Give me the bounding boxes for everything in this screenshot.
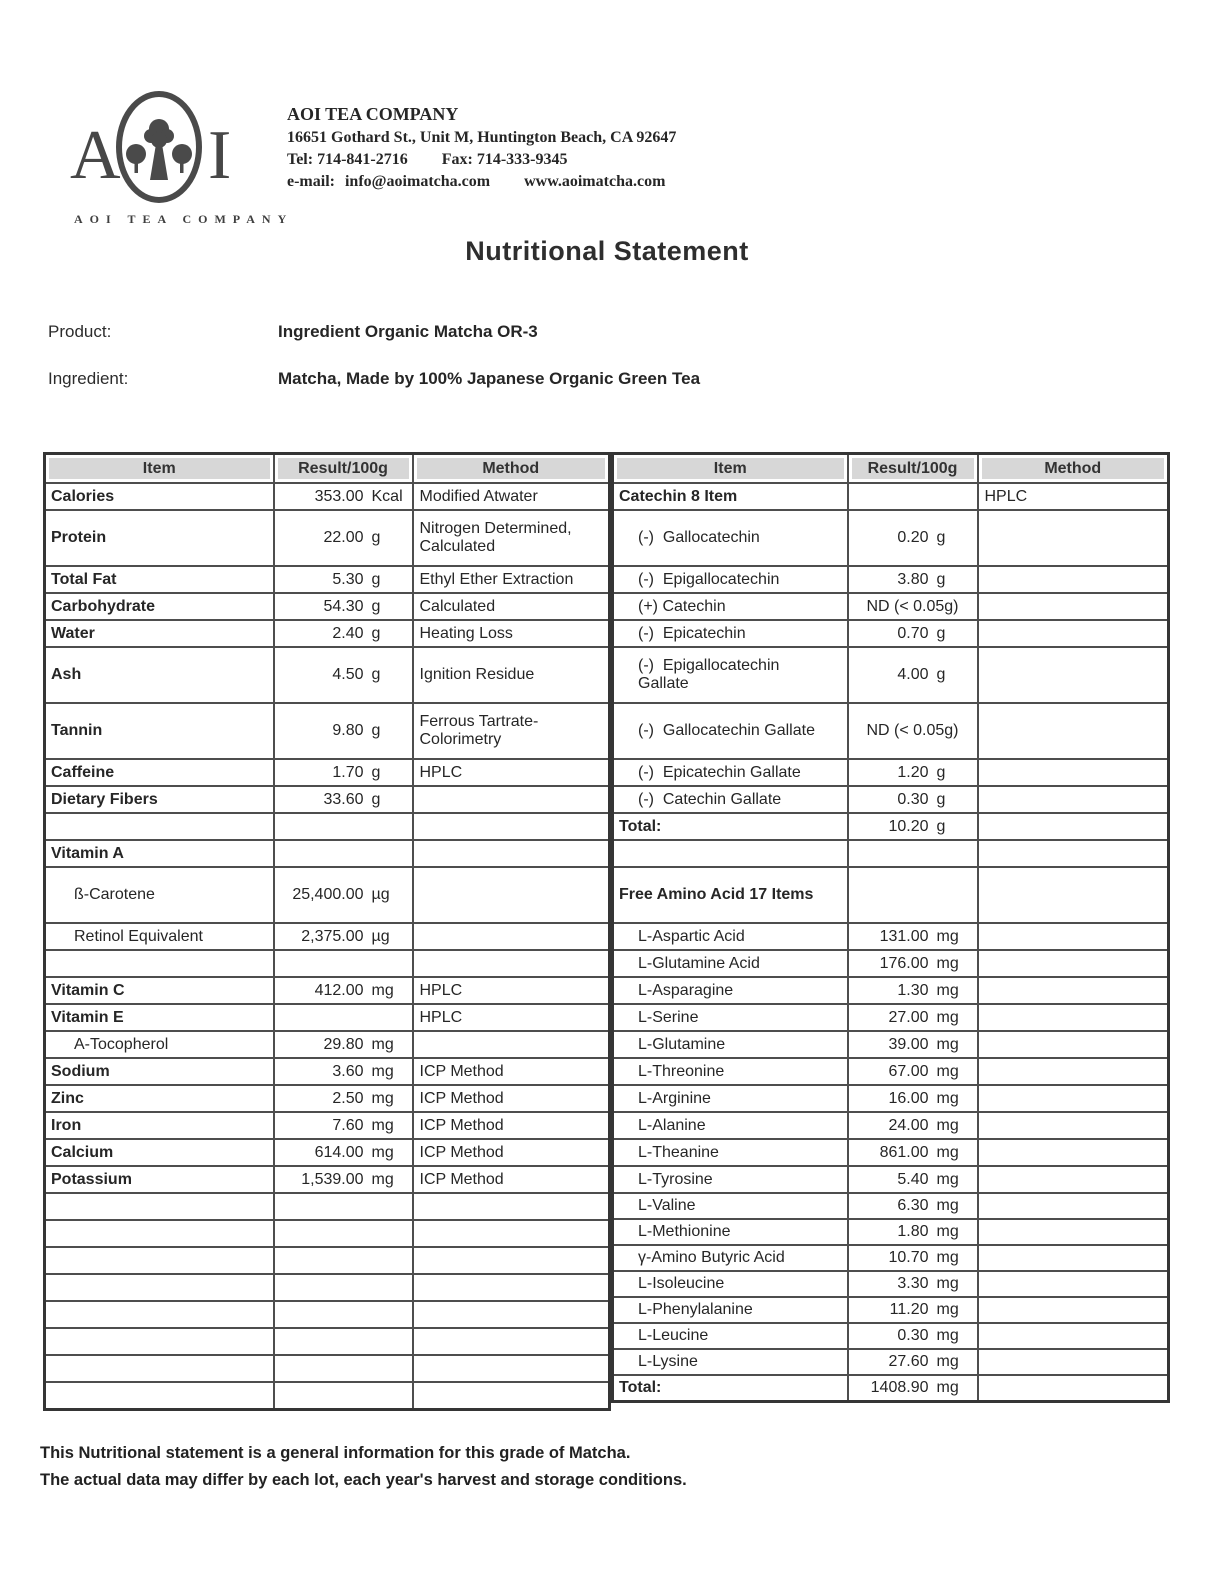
- table-row: [45, 1355, 610, 1382]
- result-cell: 1.80 mg: [848, 1219, 978, 1245]
- method-cell: [978, 1193, 1169, 1219]
- result-cell: [274, 1274, 413, 1301]
- method-cell: [978, 950, 1169, 977]
- item-cell: Tannin: [45, 703, 274, 759]
- result-cell: 412.00 mg: [274, 977, 413, 1004]
- result-cell: [274, 1382, 413, 1409]
- item-cell: L-Serine: [613, 1004, 848, 1031]
- result-cell: 6.30 mg: [848, 1193, 978, 1219]
- result-cell: 861.00 mg: [848, 1139, 978, 1166]
- method-cell: [978, 1245, 1169, 1271]
- result-cell: [274, 1328, 413, 1355]
- nutrition-tables: [43, 452, 1170, 1411]
- item-cell: (-) Epigallocatechin Gallate: [613, 647, 848, 703]
- result-cell: [274, 1004, 413, 1031]
- result-cell: 67.00 mg: [848, 1058, 978, 1085]
- item-cell: Water: [45, 620, 274, 647]
- item-cell: (+) Catechin: [613, 593, 848, 620]
- item-cell: (-) Epicatechin: [613, 620, 848, 647]
- table-row: [45, 647, 610, 703]
- result-cell: 2,375.00 µg: [274, 923, 413, 950]
- method-cell: [978, 620, 1169, 647]
- email-label: e-mail:: [287, 173, 335, 190]
- item-cell: Total Fat: [45, 566, 274, 593]
- result-cell: 176.00 mg: [848, 950, 978, 977]
- table-row: [613, 1271, 1169, 1297]
- method-cell: [978, 867, 1169, 923]
- result-cell: 54.30 g: [274, 593, 413, 620]
- result-cell: [274, 1220, 413, 1247]
- header-row: [613, 454, 1169, 484]
- method-cell: HPLC: [978, 483, 1169, 510]
- method-cell: Ferrous Tartrate-Colorimetry: [413, 703, 610, 759]
- table-row: [45, 483, 610, 510]
- method-cell: [978, 1166, 1169, 1193]
- result-cell: 27.00 mg: [848, 1004, 978, 1031]
- result-cell: 39.00 mg: [848, 1031, 978, 1058]
- footer-line-2: The actual data may differ by each lot, each year's harvest and storage conditions.: [40, 1471, 687, 1489]
- footer-line-1: This Nutritional statement is a general information for this grade of Matcha.: [40, 1444, 631, 1462]
- item-cell: Protein: [45, 510, 274, 566]
- result-cell: 27.60 mg: [848, 1349, 978, 1375]
- item-cell: Ash: [45, 647, 274, 703]
- result-cell: 131.00 mg: [848, 923, 978, 950]
- column-header: Result/100g: [274, 454, 413, 484]
- table-row: [613, 1245, 1169, 1271]
- table-row: [613, 840, 1169, 867]
- result-cell: 3.30 mg: [848, 1271, 978, 1297]
- logo-letter-a: A: [70, 117, 121, 194]
- method-cell: [413, 1247, 610, 1274]
- result-cell: 25,400.00 µg: [274, 867, 413, 923]
- table-row: [45, 1328, 610, 1355]
- company-website: www.aoimatcha.com: [524, 173, 666, 190]
- method-cell: Ignition Residue: [413, 647, 610, 703]
- column-header: Item: [613, 454, 848, 484]
- item-cell: L-Valine: [613, 1193, 848, 1219]
- table-row: [613, 1323, 1169, 1349]
- method-cell: [978, 759, 1169, 786]
- method-cell: [978, 1349, 1169, 1375]
- item-cell: Carbohydrate: [45, 593, 274, 620]
- table-row: [613, 867, 1169, 923]
- table-row: [613, 620, 1169, 647]
- method-cell: [413, 923, 610, 950]
- item-cell: Calcium: [45, 1139, 274, 1166]
- table-row: [613, 1031, 1169, 1058]
- item-cell: L-Isoleucine: [613, 1271, 848, 1297]
- table-row: [613, 1349, 1169, 1375]
- table-row: [613, 1112, 1169, 1139]
- table-row: [45, 1274, 610, 1301]
- result-cell: 2.40 g: [274, 620, 413, 647]
- item-cell: L-Glutamine Acid: [613, 950, 848, 977]
- result-cell: [274, 840, 413, 867]
- method-cell: [978, 1085, 1169, 1112]
- method-cell: HPLC: [413, 759, 610, 786]
- result-cell: [848, 483, 978, 510]
- table-row: [45, 867, 610, 923]
- result-cell: [274, 950, 413, 977]
- ingredient-label: Ingredient:: [48, 369, 129, 388]
- result-cell: [274, 1247, 413, 1274]
- item-cell: L-Arginine: [613, 1085, 848, 1112]
- result-cell: 0.30 mg: [848, 1323, 978, 1349]
- method-cell: [413, 867, 610, 923]
- method-cell: [978, 1323, 1169, 1349]
- method-cell: [978, 1271, 1169, 1297]
- table-row: [613, 1166, 1169, 1193]
- method-cell: [978, 923, 1169, 950]
- item-cell: L-Aspartic Acid: [613, 923, 848, 950]
- item-cell: [45, 1301, 274, 1328]
- result-cell: 1408.90 mg: [848, 1375, 978, 1401]
- method-cell: [978, 647, 1169, 703]
- method-cell: [978, 566, 1169, 593]
- result-cell: 11.20 mg: [848, 1297, 978, 1323]
- method-cell: [413, 1355, 610, 1382]
- item-cell: L-Glutamine: [613, 1031, 848, 1058]
- result-cell: ND (< 0.05g): [848, 703, 978, 759]
- table-row: [613, 593, 1169, 620]
- result-cell: 5.40 mg: [848, 1166, 978, 1193]
- product-label: Product:: [48, 322, 112, 341]
- table-row: [45, 923, 610, 950]
- method-cell: [978, 840, 1169, 867]
- item-cell: Potassium: [45, 1166, 274, 1193]
- item-cell: L-Asparagine: [613, 977, 848, 1004]
- result-cell: 614.00 mg: [274, 1139, 413, 1166]
- table-row: [45, 1247, 610, 1274]
- item-cell: [45, 1328, 274, 1355]
- method-cell: [413, 1031, 610, 1058]
- item-cell: L-Tyrosine: [613, 1166, 848, 1193]
- item-cell: ß-Carotene: [45, 867, 274, 923]
- table-row: [613, 813, 1169, 840]
- document-title: Nutritional Statement: [465, 236, 749, 266]
- result-cell: 0.20 g: [848, 510, 978, 566]
- result-cell: 3.80 g: [848, 566, 978, 593]
- item-cell: Total:: [613, 813, 848, 840]
- method-cell: [978, 786, 1169, 813]
- table-row: [45, 1220, 610, 1247]
- method-cell: [978, 1058, 1169, 1085]
- method-cell: [413, 1301, 610, 1328]
- result-cell: [274, 1301, 413, 1328]
- method-cell: [413, 840, 610, 867]
- table-row: [613, 1219, 1169, 1245]
- method-cell: [978, 1375, 1169, 1401]
- result-cell: 1.70 g: [274, 759, 413, 786]
- table-row: [45, 620, 610, 647]
- result-cell: 353.00 Kcal: [274, 483, 413, 510]
- method-cell: [413, 1274, 610, 1301]
- result-cell: [848, 840, 978, 867]
- item-cell: A-Tocopherol: [45, 1031, 274, 1058]
- method-cell: Heating Loss: [413, 620, 610, 647]
- table-row: [45, 1031, 610, 1058]
- result-cell: [274, 1193, 413, 1220]
- method-cell: ICP Method: [413, 1058, 610, 1085]
- item-cell: [45, 1382, 274, 1409]
- table-row: [613, 1375, 1169, 1401]
- item-cell: Zinc: [45, 1085, 274, 1112]
- method-cell: ICP Method: [413, 1112, 610, 1139]
- item-cell: Free Amino Acid 17 Items: [613, 867, 848, 923]
- company-info-block: [287, 103, 676, 193]
- table-row: [613, 647, 1169, 703]
- item-cell: [45, 950, 274, 977]
- table-row: [45, 813, 610, 840]
- table-row: [613, 703, 1169, 759]
- item-cell: Vitamin C: [45, 977, 274, 1004]
- item-cell: L-Leucine: [613, 1323, 848, 1349]
- result-cell: [848, 867, 978, 923]
- logo-caption: AOI TEA COMPANY: [74, 212, 294, 226]
- method-cell: [978, 703, 1169, 759]
- table-row: [45, 593, 610, 620]
- result-cell: 1.30 mg: [848, 977, 978, 1004]
- product-value: Ingredient Organic Matcha OR-3: [278, 322, 538, 341]
- result-cell: 10.70 mg: [848, 1245, 978, 1271]
- method-cell: Ethyl Ether Extraction: [413, 566, 610, 593]
- result-cell: [274, 1355, 413, 1382]
- item-cell: Retinol Equivalent: [45, 923, 274, 950]
- item-cell: γ-Amino Butyric Acid: [613, 1245, 848, 1271]
- table-row: [45, 1004, 610, 1031]
- aoi-logo-graphic: [70, 88, 242, 206]
- item-cell: [45, 813, 274, 840]
- item-cell: [45, 1193, 274, 1220]
- result-cell: 9.80 g: [274, 703, 413, 759]
- method-cell: ICP Method: [413, 1139, 610, 1166]
- nutrition-table-left: [43, 452, 611, 1411]
- table-row: [45, 703, 610, 759]
- table-row: [45, 977, 610, 1004]
- item-cell: Sodium: [45, 1058, 274, 1085]
- column-header: Method: [413, 454, 610, 484]
- company-logo: [70, 88, 294, 227]
- table-row: [613, 786, 1169, 813]
- company-email: info@aoimatcha.com: [344, 173, 491, 190]
- table-row: [613, 1085, 1169, 1112]
- method-cell: [978, 593, 1169, 620]
- item-cell: L-Lysine: [613, 1349, 848, 1375]
- method-cell: [978, 1112, 1169, 1139]
- result-cell: 1,539.00 mg: [274, 1166, 413, 1193]
- item-cell: (-) Catechin Gallate: [613, 786, 848, 813]
- method-cell: [413, 1220, 610, 1247]
- table-row: [45, 1085, 610, 1112]
- table-row: [45, 566, 610, 593]
- result-cell: 10.20 g: [848, 813, 978, 840]
- result-cell: 4.00 g: [848, 647, 978, 703]
- result-cell: [274, 813, 413, 840]
- item-cell: (-) Gallocatechin Gallate: [613, 703, 848, 759]
- method-cell: [413, 813, 610, 840]
- item-cell: (-) Gallocatechin: [613, 510, 848, 566]
- method-cell: Nitrogen Determined, Calculated: [413, 510, 610, 566]
- column-header: Result/100g: [848, 454, 978, 484]
- footer-note: [40, 1440, 687, 1494]
- table-row: [45, 1058, 610, 1085]
- item-cell: L-Theanine: [613, 1139, 848, 1166]
- nutrition-table-right: [611, 452, 1170, 1403]
- result-cell: 5.30 g: [274, 566, 413, 593]
- result-cell: 22.00 g: [274, 510, 413, 566]
- item-cell: Vitamin A: [45, 840, 274, 867]
- item-cell: [613, 840, 848, 867]
- item-cell: (-) Epicatechin Gallate: [613, 759, 848, 786]
- item-cell: Vitamin E: [45, 1004, 274, 1031]
- method-cell: [978, 1139, 1169, 1166]
- item-cell: Dietary Fibers: [45, 786, 274, 813]
- table-row: [45, 759, 610, 786]
- item-cell: L-Alanine: [613, 1112, 848, 1139]
- table-row: [613, 1058, 1169, 1085]
- result-cell: 7.60 mg: [274, 1112, 413, 1139]
- method-cell: [978, 977, 1169, 1004]
- company-tel: Tel: 714-841-2716: [287, 151, 408, 168]
- method-cell: [413, 1382, 610, 1409]
- result-cell: 29.80 mg: [274, 1031, 413, 1058]
- item-cell: Iron: [45, 1112, 274, 1139]
- result-cell: 3.60 mg: [274, 1058, 413, 1085]
- column-header: Method: [978, 454, 1169, 484]
- table-row: [45, 1139, 610, 1166]
- method-cell: [978, 1004, 1169, 1031]
- method-cell: [978, 1297, 1169, 1323]
- table-row: [45, 1193, 610, 1220]
- item-cell: [45, 1247, 274, 1274]
- table-row: [613, 1297, 1169, 1323]
- method-cell: Calculated: [413, 593, 610, 620]
- result-cell: 4.50 g: [274, 647, 413, 703]
- method-cell: HPLC: [413, 1004, 610, 1031]
- table-row: [613, 566, 1169, 593]
- item-cell: Caffeine: [45, 759, 274, 786]
- table-row: [613, 1139, 1169, 1166]
- method-cell: ICP Method: [413, 1166, 610, 1193]
- item-cell: Catechin 8 Item: [613, 483, 848, 510]
- item-cell: [45, 1220, 274, 1247]
- table-row: [613, 923, 1169, 950]
- result-cell: ND (< 0.05g): [848, 593, 978, 620]
- method-cell: Modified Atwater: [413, 483, 610, 510]
- table-row: [613, 1193, 1169, 1219]
- result-cell: 0.70 g: [848, 620, 978, 647]
- item-cell: [45, 1274, 274, 1301]
- logo-letter-i: I: [208, 117, 232, 194]
- method-cell: [413, 1328, 610, 1355]
- company-fax: Fax: 714-333-9345: [441, 151, 568, 168]
- item-cell: Total:: [613, 1375, 848, 1401]
- result-cell: 16.00 mg: [848, 1085, 978, 1112]
- table-row: [613, 759, 1169, 786]
- table-row: [45, 1301, 610, 1328]
- table-row: [45, 950, 610, 977]
- company-name: AOI TEA COMPANY: [287, 104, 459, 124]
- table-row: [613, 510, 1169, 566]
- item-cell: L-Methionine: [613, 1219, 848, 1245]
- table-row: [613, 977, 1169, 1004]
- table-row: [613, 483, 1169, 510]
- item-cell: [45, 1355, 274, 1382]
- method-cell: [413, 950, 610, 977]
- item-cell: L-Threonine: [613, 1058, 848, 1085]
- table-row: [45, 1112, 610, 1139]
- method-cell: [978, 1219, 1169, 1245]
- result-cell: 24.00 mg: [848, 1112, 978, 1139]
- method-cell: [413, 1193, 610, 1220]
- table-row: [45, 510, 610, 566]
- logo-tree-icon: [126, 119, 192, 180]
- method-cell: HPLC: [413, 977, 610, 1004]
- method-cell: [978, 813, 1169, 840]
- company-address: 16651 Gothard St., Unit M, Huntington Beach, CA 92647: [287, 129, 677, 146]
- table-row: [613, 1004, 1169, 1031]
- result-cell: 33.60 g: [274, 786, 413, 813]
- table-row: [45, 786, 610, 813]
- item-cell: Calories: [45, 483, 274, 510]
- table-row: [45, 1382, 610, 1409]
- header-row: [45, 454, 610, 484]
- method-cell: [978, 510, 1169, 566]
- method-cell: [413, 786, 610, 813]
- ingredient-value: Matcha, Made by 100% Japanese Organic Green Tea: [278, 369, 701, 388]
- item-cell: L-Phenylalanine: [613, 1297, 848, 1323]
- result-cell: 0.30 g: [848, 786, 978, 813]
- table-row: [45, 840, 610, 867]
- table-row: [45, 1166, 610, 1193]
- column-header: Item: [45, 454, 274, 484]
- method-cell: [978, 1031, 1169, 1058]
- result-cell: 2.50 mg: [274, 1085, 413, 1112]
- item-cell: (-) Epigallocatechin: [613, 566, 848, 593]
- result-cell: 1.20 g: [848, 759, 978, 786]
- table-row: [613, 950, 1169, 977]
- method-cell: ICP Method: [413, 1085, 610, 1112]
